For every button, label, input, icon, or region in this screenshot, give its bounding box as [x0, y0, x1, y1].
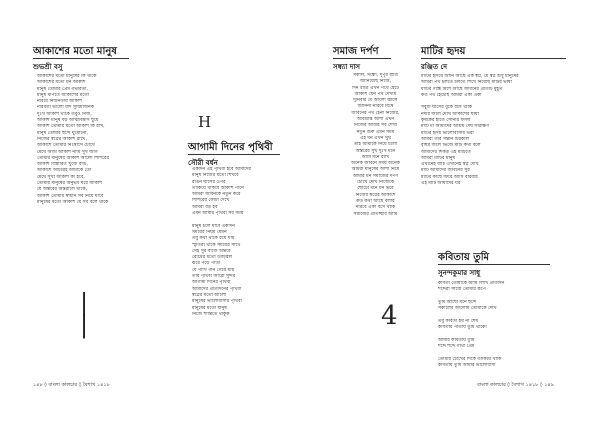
poem-line: বৃষ্টির জলে ভিজে মাটি কথা বলে — [421, 143, 481, 149]
poem-line: আমরা মাটির মানুষ — [421, 155, 456, 161]
poem-line: কবিতার পাতায় তুমি থাকো — [438, 325, 487, 331]
title-underline — [438, 264, 550, 265]
poem-line: জানিনা নীরবে বিষে — [357, 104, 394, 110]
poem-line: শব্দে শব্দে গাঁথা প্রেম — [438, 343, 475, 349]
poem-line: এই মাটি আমাদের ঘর — [421, 181, 461, 187]
poem-line: যে পাখি গান গেয়ে যায় — [192, 267, 235, 273]
poem-line: ঝরে পড়ে পাতা — [192, 261, 221, 267]
poem-line: অবিশ্রান্ত আশা এখন — [356, 117, 395, 123]
poem-line: মাটির কাছে ফিরে আসি বারবার — [421, 174, 478, 180]
poem-line: রঙিন ঘাসের ওপর — [192, 179, 226, 185]
poem-body — [438, 281, 570, 369]
title-underline — [188, 154, 280, 155]
poem-line: আকাশ বিস্তারিত খুঁজে বাঁচি, — [37, 162, 88, 168]
poem-title: মাটির হৃদয় — [421, 46, 466, 57]
marker-number-4: 4 — [381, 301, 398, 331]
poem-title: আকাশের মতো মানুষ — [33, 46, 117, 57]
poem-author: সুনন্দকুমার সাধু — [438, 269, 481, 277]
marker-bar: | — [80, 311, 89, 339]
poem-line: কবিতায় তুমি আমার ভালোবাসা — [438, 362, 496, 368]
poem-line: তাই আমাকে নিয়ে চলো — [353, 142, 398, 148]
poem-line: মানুষ মাপতে আকাশের মতো — [37, 92, 90, 98]
poem-line: আগামী দিনের পৃথিবী — [192, 280, 231, 286]
poem-line: কৃষকের হাতে সোনার ফসল — [421, 118, 471, 124]
right-page — [300, 0, 600, 424]
poem-title: সমাজ দর্পণ — [333, 46, 379, 57]
poem-line: ছোটো মনে মন ভরে — [357, 186, 394, 192]
poem-line: মাটির হৃদয় ভালোবাসায় ভরা — [421, 130, 474, 136]
poem-line: তাকিয়ে থাকবে আকাশ পানে — [192, 185, 244, 191]
poem-line: আমরা জীবনকে নতুন করে — [192, 192, 241, 198]
poem-line: মাটি মা আমাদের আশ্রয় দেয় সারাক্ষণ — [421, 124, 490, 130]
poem-line: মানুষ চলে যাবে একদিন — [192, 223, 235, 229]
poem-line: আমাদের প্রতিদিনের পৃথিবী — [192, 286, 242, 292]
poem-line: আকাশ তোমার মতো আকাশ কি রাখ, — [37, 124, 105, 130]
poem-line: মাটি আমাদের জীবনের সুর — [421, 168, 470, 174]
poem-line: আকাশের মতো মানুষের কি থাকে — [37, 74, 97, 79]
poem-line: আমি মনে রাখি — [361, 154, 390, 160]
poem-line: সবুজ ঘাসের বুকে বসে থাকি — [421, 105, 473, 111]
poem-line: আমার মন সমাজের দর্পণ — [352, 173, 399, 179]
poem-title: কবিতায় তুমি — [438, 252, 490, 263]
poem-line: মাটির হৃদয়ে জানি আছে এক স্বপ্ন, যে স্বপ্ন শুধু মানুষের — [421, 74, 519, 79]
poem-line: স্মৃতিরা থাকে সময়ের সাথে — [192, 242, 241, 248]
poem-line: জীবনের পথ চেনা নিজের, — [351, 110, 400, 116]
poem-line: তোমার মানুষের আকাশ আলো শিশিরের — [37, 155, 109, 161]
poem-line: দুঃখ আকাশ থাকে তবুও নিজ, — [37, 111, 92, 117]
poem-line: নতুন শুরু এমন সময় — [356, 129, 395, 135]
poem-line: মানুষ তোমার ছন্দে ঘুমোনো, — [37, 130, 88, 136]
poem-line: মানুষ তোমার প্রেম গভীরতা, — [37, 86, 88, 92]
poem-line: কত কথা আছে বলার — [356, 198, 395, 204]
poem-body — [421, 74, 571, 187]
poem-line: কবিতা তোমাকে আমি লিখি প্রতিদিন — [438, 281, 505, 286]
poem-line: একদিন এই পৃথিবী হবে আমাদের — [192, 167, 252, 172]
poem-line: আকাশের মতো মন আকাশ — [37, 80, 86, 86]
poem-line: এই মন এখন সুখ — [360, 135, 391, 141]
poem-line: আমরা পথ চলতে চলতে শিখে নিয়েছি মাটির ভাষা — [421, 80, 512, 86]
poem-body — [192, 167, 287, 318]
poem-line: সমাজের প্রতিচ্ছবি আমি — [353, 211, 398, 217]
poem-line: আকাশ মানুষ বড় আত্মবিশ্বাস ছুঁয়ে — [37, 118, 99, 124]
marker-bar: | — [80, 289, 89, 317]
poem-line: তোমার মানুষের অনুভব ঘরে আকাশ — [37, 181, 102, 187]
poem-line: আমরা মানুষের আশা নিয়ে — [351, 167, 400, 173]
poem-line: সময়ের নিয়ম যেমন — [192, 229, 227, 235]
poem-line: চোখে দেখি নিজেকে — [356, 180, 395, 186]
poem-line: মেঘে আমি আকাশ নামি সুখ জাগ — [37, 149, 98, 155]
page-footer: ১৪৮ ◊ বাংলা কালচার ◊ বৈশাখ ১৪১৮ — [33, 382, 110, 388]
poem-line: আকাশ তোমার স্বাধীন সব নিয়ে যাবে — [37, 193, 104, 199]
poem-line: কত পথ হেঁটেছি আমরা একা একা — [421, 92, 482, 98]
poem-line: দুর্নিবার যে আলো জ্বালে — [353, 98, 398, 104]
poem-line: আমাদের শিকড় এই মাটিতে — [421, 149, 471, 155]
poem-line: এখানেই বাঁচি এখানেই স্বপ্ন দেখি — [421, 162, 479, 168]
poem-author: শুভশ্রী বসু — [33, 63, 63, 71]
poem-line: জানিয়েছি নিজে, — [359, 79, 392, 85]
poem-body — [333, 73, 418, 218]
poem-line: তোমার চোখের দিকে তাকিয়ে থাকি — [438, 356, 502, 362]
poem-line: আমার কবিতায় তুমি — [438, 337, 475, 343]
poem-line: মানুষের ভালোবাসার পৃথিবী — [192, 299, 242, 305]
poem-line: মানুষের মতো মানুষ — [192, 305, 227, 311]
poem-line: তবু কবিতা হয় না শেষ — [438, 318, 479, 324]
poem-line: মেঘে সুখী আকাশ কী হবে, — [37, 174, 85, 180]
poem-body — [37, 74, 152, 206]
poem-line: দিন রাত্রি এখন পথে হেঁটে — [352, 85, 399, 91]
poem-author: সন্ধ্যা দাস — [333, 63, 360, 71]
poem-line: নিজের স্বপ্নের আকাশ রাখে, — [37, 136, 87, 142]
poem-line: অনেক জীবনে সময় অনেক — [351, 161, 400, 167]
poem-line: মানুষের মতো আকাশ যে সব বলে থাকে — [37, 199, 109, 205]
poem-line: তবু কথা থাকে রয়ে যায় — [192, 236, 235, 242]
poem-line: যে অন্তরের অন্তরালে থাকে, — [37, 187, 88, 193]
poem-line: এমন আমার পৃথিবী সব সময় — [192, 211, 244, 217]
poem-line: নীরবতা ভালো যদি সুবিধাজনক — [37, 105, 94, 111]
poem-line: রৌদ্রের মতো উজ্জ্বল — [192, 255, 233, 261]
poem-line: নিজের আবার সব শেখা — [353, 123, 398, 129]
poem-title: আগামী দিনের পৃথিবী — [188, 142, 273, 153]
poem-line: মানুষ নিজের মতো শিখবে — [192, 173, 239, 179]
poem-line: তুমি আছো মনে ছন্দে — [438, 299, 477, 305]
poem-line: তার পৃথিবী আরো সুন্দর — [192, 274, 236, 280]
page-footer: বাংলা কালচার ◊ বৈশাখ ১৪১৮ ◊ ১৪৯ — [477, 382, 554, 388]
poem-line: নদীর জলে দেখি আকাশের ছায়া — [421, 111, 479, 117]
poem-line: আমরা বড় হব — [192, 204, 218, 210]
poem-line: আমরা তার সন্তান চিরকাল — [421, 136, 470, 142]
title-underline — [333, 58, 391, 59]
poem-line: আকাশে অচিরেই আমাকে তো — [37, 168, 92, 174]
poem-line: আকাশ যেন পথ দেখায় — [354, 91, 397, 97]
poem-line: সকাল, সন্ধ্যে, দুপুর রাত্রি — [353, 73, 398, 78]
poem-line: আকাশে তোমার নিঃশ্বাসে চোখে — [37, 143, 95, 149]
marker-letter-h: H — [198, 113, 212, 131]
poem-line: নীরবে একা বসে থাকি — [355, 205, 396, 211]
poem-line: নীরবে নির্জনতায় আকাশ — [37, 99, 82, 105]
poem-line: সকালের আলোয় তোমাকে দেখি — [438, 306, 497, 312]
poem-line: স্বপ্নের মতো আলো — [192, 292, 227, 298]
poem-author: সৌরী বর্ধন — [188, 159, 218, 167]
title-underline — [33, 58, 129, 59]
poem-line: শিশিরের ফোঁটা দেখে — [192, 198, 230, 204]
poem-line: নিজে শান্তিতে থাকুক — [192, 311, 230, 317]
poem-line: অন্তরের সুখ দুঃখ মনে — [355, 148, 396, 154]
poem-line: সেই সুর বাজে অন্তরে — [192, 248, 231, 254]
poem-line: মাটির গন্ধে মিশে আছে জীবনের প্রতিটি মুহূর্ত — [421, 86, 503, 92]
poem-author: রঞ্জিত দে — [421, 63, 448, 71]
title-underline — [421, 58, 566, 59]
poem-line: শব্দেরা সাজে তোমার রূপে — [438, 287, 486, 293]
poem-line: নিজের স্বপ্নের আকাশে — [355, 192, 396, 198]
